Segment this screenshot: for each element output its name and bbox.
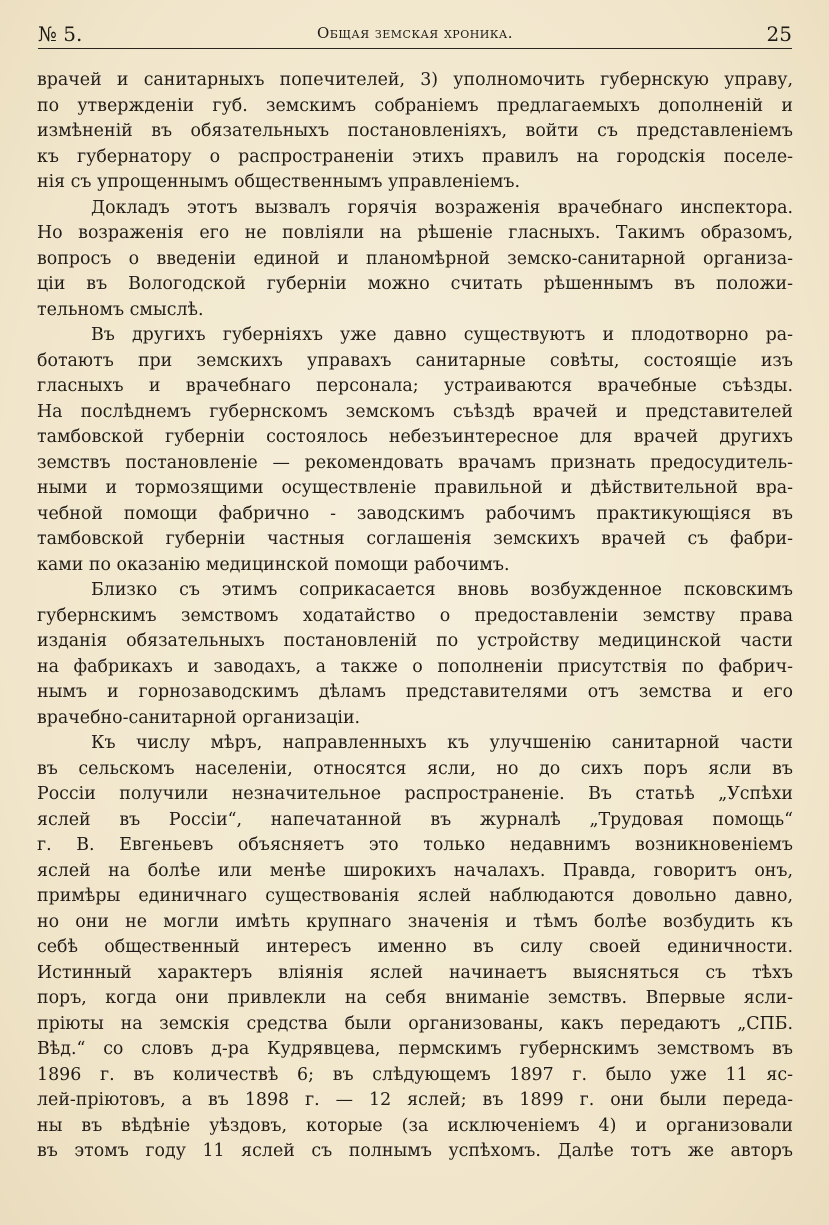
text-line: на фабрикахъ и заводахъ, а также о пополненіи присутствія по фабрич- — [37, 656, 793, 677]
text-line: тамбовской губерніи частныя соглашенія земскихъ врачей съ фабри- — [37, 529, 793, 549]
text-line: врачебно-санитарной организаціи. — [37, 707, 361, 728]
text-line: Въ другихъ губерніяхъ уже давно существуютъ и плодотворно ра- — [91, 325, 793, 345]
text-line: но они не могли имѣть крупнаго значенія и тѣмъ болѣе возбудить къ — [37, 911, 793, 932]
text-line: ны въ вѣдѣніе уѣздовъ, которые (за исключеніемъ 4) и организовали — [37, 1115, 793, 1136]
text-line: измѣненій въ обязательныхъ постановленіяхъ, войти съ представленіемъ — [37, 121, 793, 141]
text-line: примѣры единичнаго существованія яслей наблюдаются довольно давно, — [37, 886, 793, 906]
text-line: гласныхъ и врачебнаго персонала; устраиваются врачебные съѣзды. — [37, 376, 793, 396]
section-title: Общая земская хроника. — [316, 24, 514, 42]
text-line: въ сельскомъ населеніи, относятся ясли, но до сихъ поръ ясли въ — [37, 758, 793, 779]
text-line: тамбовской губерніи состоялось небезъинтересное для врачей другихъ — [37, 427, 793, 447]
text-line: г. В. Евгеньевъ объясняетъ это только недавнимъ возникновеніемъ — [37, 835, 793, 855]
text-line: тельномъ смыслѣ. — [37, 299, 204, 320]
text-line: себѣ общественный интересъ именно въ силу своей единичности. — [37, 937, 793, 957]
text-line: поръ, когда они привлекли на себя вниманіе земствъ. Впервые ясли- — [37, 988, 793, 1008]
text-line: Истинный характеръ вліянія яслей начинаетъ выясняться съ тѣхъ — [37, 962, 793, 983]
text-line: Докладъ этотъ вызвалъ горячія возраженія врачебнаго инспектора. — [91, 197, 793, 218]
text-line: яслей въ Россіи“, напечатанной въ журналѣ „Трудовая помощь“ — [37, 809, 793, 830]
text-line: нымъ и горнозаводскимъ дѣламъ представителями отъ земства и его — [37, 682, 793, 702]
text-line: врачей и санитарныхъ попечителей, 3) уполномочить губернскую управу, — [37, 70, 793, 90]
text-line: лей-пріютовъ, а въ 1898 г. — 12 яслей; въ 1899 г. они были переда- — [37, 1090, 793, 1110]
text-line: въ этомъ году 11 яслей съ полнымъ успѣхомъ. Далѣе тотъ же авторъ — [37, 1141, 793, 1161]
page-number: 25 — [766, 22, 792, 46]
text-line: вопросъ о введеніи единой и планомѣрной земско-санитарной организа- — [37, 248, 793, 269]
text-line: по утвержденіи губ. земскимъ собраніемъ предлагаемыхъ дополненій и — [37, 95, 793, 116]
text-line: яслей на болѣе или менѣе широкихъ началахъ. Правда, говоритъ онъ, — [37, 860, 793, 881]
text-line: ботаютъ при земскихъ управахъ санитарные совѣты, состоящіе изъ — [37, 350, 793, 371]
text-line: ными и тормозящими осуществленіе правильной и дѣйствительной вра- — [37, 478, 793, 498]
text-line: пріюты на земскія средства были организованы, какъ передаютъ „СПБ. — [37, 1013, 793, 1034]
text-line: Но возраженія его не повліяли на рѣшеніе гласныхъ. Такимъ образомъ, — [37, 223, 793, 243]
text-line: изданія обязательныхъ постановленій по устройству медицинской части — [37, 631, 793, 651]
text-line: Вѣд.“ со словъ д-ра Кудрявцева, пермскимъ губернскимъ земствомъ въ — [37, 1039, 793, 1059]
text-line: Къ числу мѣръ, направленныхъ къ улучшенію санитарной части — [91, 733, 793, 753]
body-text — [37, 68, 793, 1165]
text-line: На послѣднемъ губернскомъ земскомъ съѣздѣ врачей и представителей — [37, 401, 793, 422]
text-line: Россіи получили незначительное распространеніе. Въ статьѣ „Успѣхи — [37, 784, 793, 804]
issue-number: № 5. — [38, 22, 83, 46]
running-header — [38, 18, 792, 49]
text-line: къ губернатору о распространеніи этихъ правилъ на городскія поселе- — [37, 146, 793, 167]
text-line: Близко съ этимъ соприкасается вновь возбужденное псковскимъ — [91, 580, 793, 600]
text-line: чебной помощи фабрично - заводскимъ рабочимъ практикующіяся въ — [37, 503, 793, 524]
text-line: земствъ постановленіе — рекомендовать врачамъ признать предосудитель- — [37, 452, 793, 473]
text-line: 1896 г. въ количествѣ 6; въ слѣдующемъ 1897 г. было уже 11 яс- — [37, 1064, 793, 1085]
text-line: нія съ упрощеннымъ общественнымъ управленіемъ. — [37, 172, 521, 192]
text-line: губернскимъ земствомъ ходатайство о предоставленіи земству права — [37, 605, 793, 626]
text-line: ками по оказанію медицинской помощи рабочимъ. — [37, 554, 510, 575]
text-line: ціи въ Вологодской губерніи можно считать рѣшеннымъ въ положи- — [37, 274, 793, 294]
